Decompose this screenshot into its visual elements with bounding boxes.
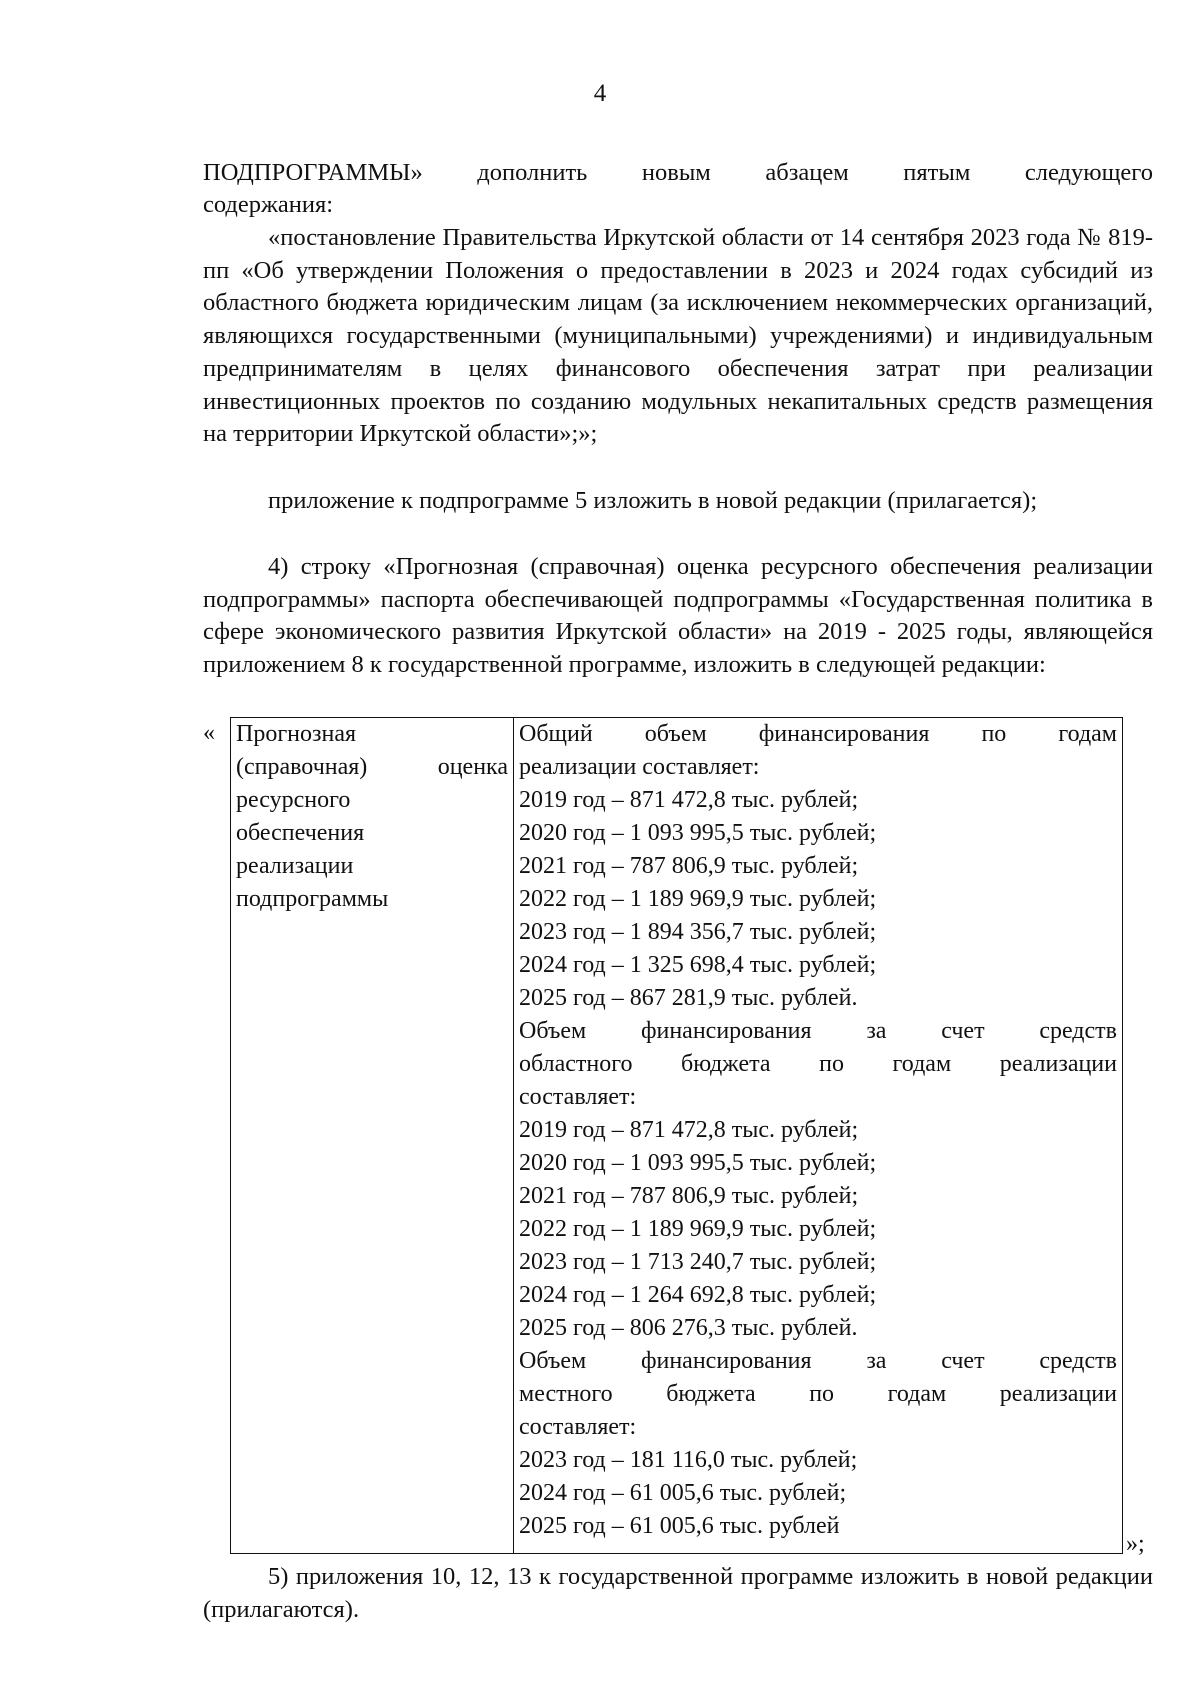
paragraph-appendix-5: приложение к подпрограмме 5 изложить в новой редакции (прилагается); bbox=[268, 487, 1038, 514]
label-line: ресурсного bbox=[236, 787, 351, 813]
local-intro-line: местного бюджета по годам реализации bbox=[519, 1381, 1117, 1407]
total-year-line: 2023 год – 1 894 356,7 тыс. рублей; bbox=[519, 919, 877, 945]
total-year-line: 2020 год – 1 093 995,5 тыс. рублей; bbox=[519, 820, 877, 846]
regional-year-line: 2020 год – 1 093 995,5 тыс. рублей; bbox=[519, 1150, 877, 1176]
regional-intro-line: областного бюджета по годам реализации bbox=[519, 1051, 1117, 1077]
paragraph-item-4: 4) строку «Прогнозная (справочная) оценка ресурсного обеспечения реализации подпрограммы» паспорта обеспечивающей подпрограммы «Государственная политика в сфере экономического развития Иркутской области» на 2019 - 2025 годы, являющейся приложением 8 к государственной программе, изложить в следующей редакции: bbox=[203, 553, 1153, 679]
resource-table bbox=[230, 717, 1123, 1554]
paragraph-1-line-2: содержания: bbox=[203, 191, 334, 218]
regional-year-line: 2021 год – 787 806,9 тыс. рублей; bbox=[519, 1183, 859, 1209]
label-line: подпрограммы bbox=[236, 886, 389, 912]
total-year-line: 2022 год – 1 189 969,9 тыс. рублей; bbox=[519, 886, 877, 912]
label-line: (справочная) оценка bbox=[236, 754, 508, 780]
total-year-line: 2019 год – 871 472,8 тыс. рублей; bbox=[519, 787, 859, 813]
page-number: 4 bbox=[593, 80, 607, 107]
total-year-line: 2025 год – 867 281,9 тыс. рублей. bbox=[519, 985, 858, 1011]
label-line: Прогнозная bbox=[236, 721, 357, 747]
paragraph-resolution-citation: «постановление Правительства Иркутской области от 14 сентября 2023 года № 819-пп «Об утверждении Положения о предоставлении в 2023 и 2024 годах субсидий из областного бюджета юридическим лицам (за исключением некоммерческих организаций, являющихся государственными (муниципальными) учреждениями) и индивидуальным предпринимателям в целях финансового обеспечения затрат при реализации инвестиционных проектов по созданию модульных некапитальных средств размещения на территории Иркутской области»;»; bbox=[203, 224, 1153, 448]
regional-year-line: 2023 год – 1 713 240,7 тыс. рублей; bbox=[519, 1249, 877, 1275]
local-intro-line: Объем финансирования за счет средств bbox=[519, 1348, 1117, 1374]
regional-intro-line: составляет: bbox=[519, 1084, 637, 1110]
local-year-line: 2025 год – 61 005,6 тыс. рублей bbox=[519, 1513, 840, 1539]
table-value-cell bbox=[514, 718, 1123, 1554]
regional-year-line: 2022 год – 1 189 969,9 тыс. рублей; bbox=[519, 1216, 877, 1242]
regional-year-line: 2024 год – 1 264 692,8 тыс. рублей; bbox=[519, 1282, 877, 1308]
table-row bbox=[231, 718, 1123, 1554]
local-year-line: 2023 год – 181 116,0 тыс. рублей; bbox=[519, 1447, 858, 1473]
total-intro-line: реализации составляет: bbox=[519, 754, 760, 780]
table-label-cell bbox=[231, 718, 514, 1554]
label-line: обеспечения bbox=[236, 820, 365, 846]
regional-year-line: 2019 год – 871 472,8 тыс. рублей; bbox=[519, 1117, 859, 1143]
label-line: реализации bbox=[236, 853, 354, 879]
total-year-line: 2021 год – 787 806,9 тыс. рублей; bbox=[519, 853, 859, 879]
local-year-line: 2024 год – 61 005,6 тыс. рублей; bbox=[519, 1480, 847, 1506]
total-intro-line: Общий объем финансирования по годам bbox=[519, 721, 1117, 747]
table-close-quote: »; bbox=[1126, 1531, 1145, 1557]
paragraph-1-line-1: ПОДПРОГРАММЫ» дополнить новым абзацем пятым следующего bbox=[203, 159, 1153, 186]
regional-intro-line: Объем финансирования за счет средств bbox=[519, 1018, 1117, 1044]
regional-year-line: 2025 год – 806 276,3 тыс. рублей. bbox=[519, 1315, 858, 1341]
total-year-line: 2024 год – 1 325 698,4 тыс. рублей; bbox=[519, 952, 877, 978]
table-open-quote: « bbox=[203, 720, 215, 746]
local-intro-line: составляет: bbox=[519, 1414, 637, 1440]
paragraph-item-5: 5) приложения 10, 12, 13 к государственной программе изложить в новой редакции (прилагаются). bbox=[203, 1563, 1153, 1623]
